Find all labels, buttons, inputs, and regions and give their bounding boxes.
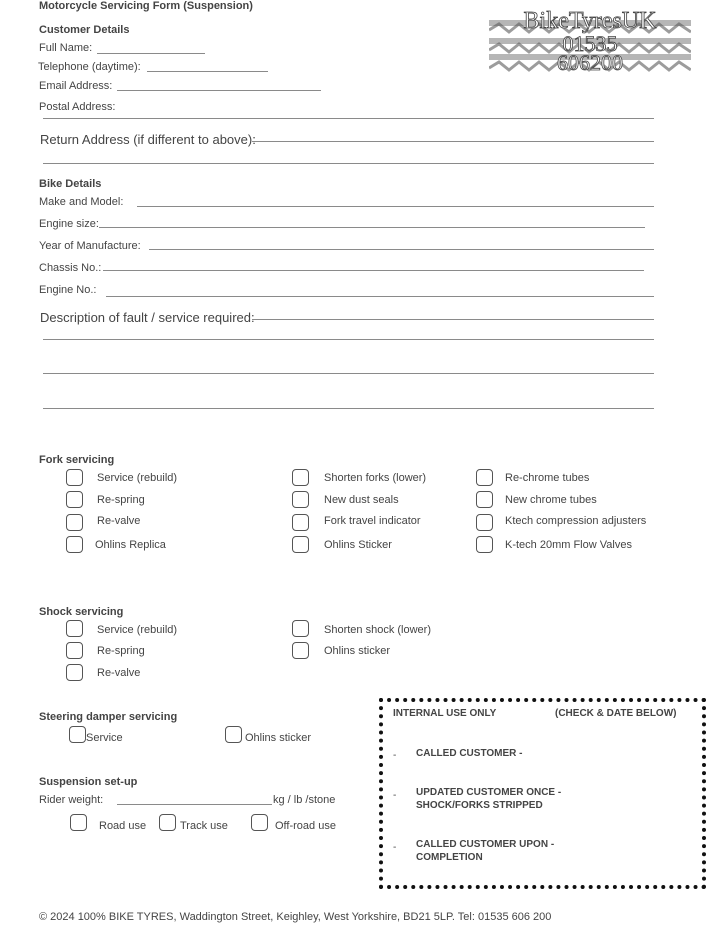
internal-dash: -: [393, 750, 397, 761]
logo-phone-2: 606200: [557, 50, 623, 72]
logo-phone-1: 01535: [562, 31, 618, 56]
make-model-label: Make and Model:: [39, 196, 124, 208]
tyre-tread-icon: [489, 6, 691, 72]
make-model-field[interactable]: [137, 206, 654, 207]
return-address-field-2[interactable]: [43, 163, 654, 164]
bike-heading: Bike Details: [39, 178, 102, 190]
fork-shorten-checkbox[interactable]: [292, 469, 309, 486]
shock-respring-checkbox[interactable]: [66, 642, 83, 659]
year-field[interactable]: [149, 249, 654, 250]
full-name-field[interactable]: [97, 53, 205, 54]
return-address-label: Return Address (if different to above):: [40, 132, 256, 147]
email-label: Email Address:: [39, 80, 113, 92]
steering-sticker-label: Ohlins sticker: [245, 732, 312, 744]
track-use-label: Track use: [180, 820, 228, 832]
fork-option-label: Shorten forks (lower): [324, 472, 427, 484]
weight-units-label: kg / lb /stone: [273, 794, 336, 806]
engine-size-field[interactable]: [99, 227, 645, 228]
chassis-field[interactable]: [103, 270, 644, 271]
fork-option-label: K-tech 20mm Flow Valves: [505, 539, 632, 551]
postal-field[interactable]: [43, 118, 654, 119]
description-field-4[interactable]: [43, 408, 654, 409]
telephone-label: Telephone (daytime):: [38, 61, 141, 73]
return-address-field[interactable]: [252, 141, 654, 142]
logo-name: BikeTyresUK: [523, 8, 657, 34]
shock-service-rebuild-checkbox[interactable]: [66, 620, 83, 637]
description-label: Description of fault / service required:: [40, 310, 255, 325]
shock-option-label: Shorten shock (lower): [324, 624, 431, 636]
description-field-3[interactable]: [43, 373, 654, 374]
steering-ohlins-sticker-checkbox[interactable]: [225, 726, 242, 743]
fork-service-rebuild-checkbox[interactable]: [66, 469, 83, 486]
fork-ktech-flow-valves-checkbox[interactable]: [476, 536, 493, 553]
road-use-checkbox[interactable]: [70, 814, 87, 831]
fork-option-label: Service (rebuild): [97, 472, 178, 484]
rider-weight-field[interactable]: [117, 804, 272, 805]
internal-updated-customer-1: UPDATED CUSTOMER ONCE -: [416, 787, 562, 798]
engine-no-label: Engine No.:: [39, 284, 97, 296]
description-field-2[interactable]: [43, 339, 654, 340]
track-use-checkbox[interactable]: [159, 814, 176, 831]
fork-revalve-checkbox[interactable]: [66, 514, 83, 531]
internal-use-box: [379, 698, 706, 889]
fork-option-label: Ktech compression adjusters: [505, 515, 647, 527]
engine-size-label: Engine size:: [39, 218, 99, 230]
postal-label: Postal Address:: [39, 101, 116, 113]
steering-service-checkbox[interactable]: [69, 726, 86, 743]
fork-option-label: Re-chrome tubes: [505, 472, 590, 484]
off-road-use-label: Off-road use: [275, 820, 336, 832]
full-name-label: Full Name:: [39, 42, 93, 54]
fork-option-label: Re-valve: [97, 515, 141, 527]
steering-heading: Steering damper servicing: [39, 711, 178, 723]
fork-respring-checkbox[interactable]: [66, 491, 83, 508]
form-title: Motorcycle Servicing Form (Suspension): [39, 0, 253, 12]
shock-heading: Shock servicing: [39, 606, 124, 618]
footer-copyright: © 2024 100% BIKE TYRES, Waddington Street, Keighley, West Yorkshire, BD21 5LP. Tel: 01535 606 200: [39, 911, 552, 923]
fork-option-label: Fork travel indicator: [324, 515, 421, 527]
shock-option-label: Re-valve: [97, 667, 141, 679]
steering-service-label: Service: [86, 732, 123, 744]
bike-tyres-uk-logo: [489, 6, 691, 72]
rider-weight-label: Rider weight:: [39, 794, 104, 806]
fork-rechrome-checkbox[interactable]: [476, 469, 493, 486]
telephone-field[interactable]: [147, 71, 268, 72]
internal-dash: -: [393, 790, 397, 801]
fork-option-label: New chrome tubes: [505, 494, 597, 506]
fork-ohlins-replica-checkbox[interactable]: [66, 536, 83, 553]
shock-ohlins-sticker-checkbox[interactable]: [292, 642, 309, 659]
shock-shorten-checkbox[interactable]: [292, 620, 309, 637]
internal-dash: -: [393, 842, 397, 853]
chassis-label: Chassis No.:: [39, 262, 102, 274]
fork-option-label: Re-spring: [97, 494, 145, 506]
internal-updated-customer-2: SHOCK/FORKS STRIPPED: [416, 800, 543, 811]
engine-no-field[interactable]: [106, 296, 654, 297]
shock-option-label: Ohlins sticker: [324, 645, 391, 657]
fork-new-chrome-checkbox[interactable]: [476, 491, 493, 508]
fork-ktech-adjusters-checkbox[interactable]: [476, 514, 493, 531]
shock-option-label: Service (rebuild): [97, 624, 178, 636]
internal-check-note: (CHECK & DATE BELOW): [555, 708, 677, 719]
shock-option-label: Re-spring: [97, 645, 145, 657]
fork-travel-indicator-checkbox[interactable]: [292, 514, 309, 531]
email-field[interactable]: [117, 90, 321, 91]
shock-revalve-checkbox[interactable]: [66, 664, 83, 681]
fork-dust-seals-checkbox[interactable]: [292, 491, 309, 508]
fork-ohlins-sticker-checkbox[interactable]: [292, 536, 309, 553]
internal-title: INTERNAL USE ONLY: [393, 708, 497, 719]
internal-called-customer: CALLED CUSTOMER -: [416, 748, 523, 759]
road-use-label: Road use: [99, 820, 147, 832]
year-label: Year of Manufacture:: [39, 240, 141, 252]
setup-heading: Suspension set-up: [39, 776, 138, 788]
description-field[interactable]: [252, 319, 654, 320]
internal-called-upon-2: COMPLETION: [416, 852, 483, 863]
off-road-use-checkbox[interactable]: [251, 814, 268, 831]
internal-called-upon-1: CALLED CUSTOMER UPON -: [416, 839, 555, 850]
fork-heading: Fork servicing: [39, 454, 115, 466]
fork-option-label: New dust seals: [324, 494, 399, 506]
fork-option-label: Ohlins Replica: [95, 539, 166, 551]
customer-heading: Customer Details: [39, 24, 130, 36]
fork-option-label: Ohlins Sticker: [324, 539, 392, 551]
